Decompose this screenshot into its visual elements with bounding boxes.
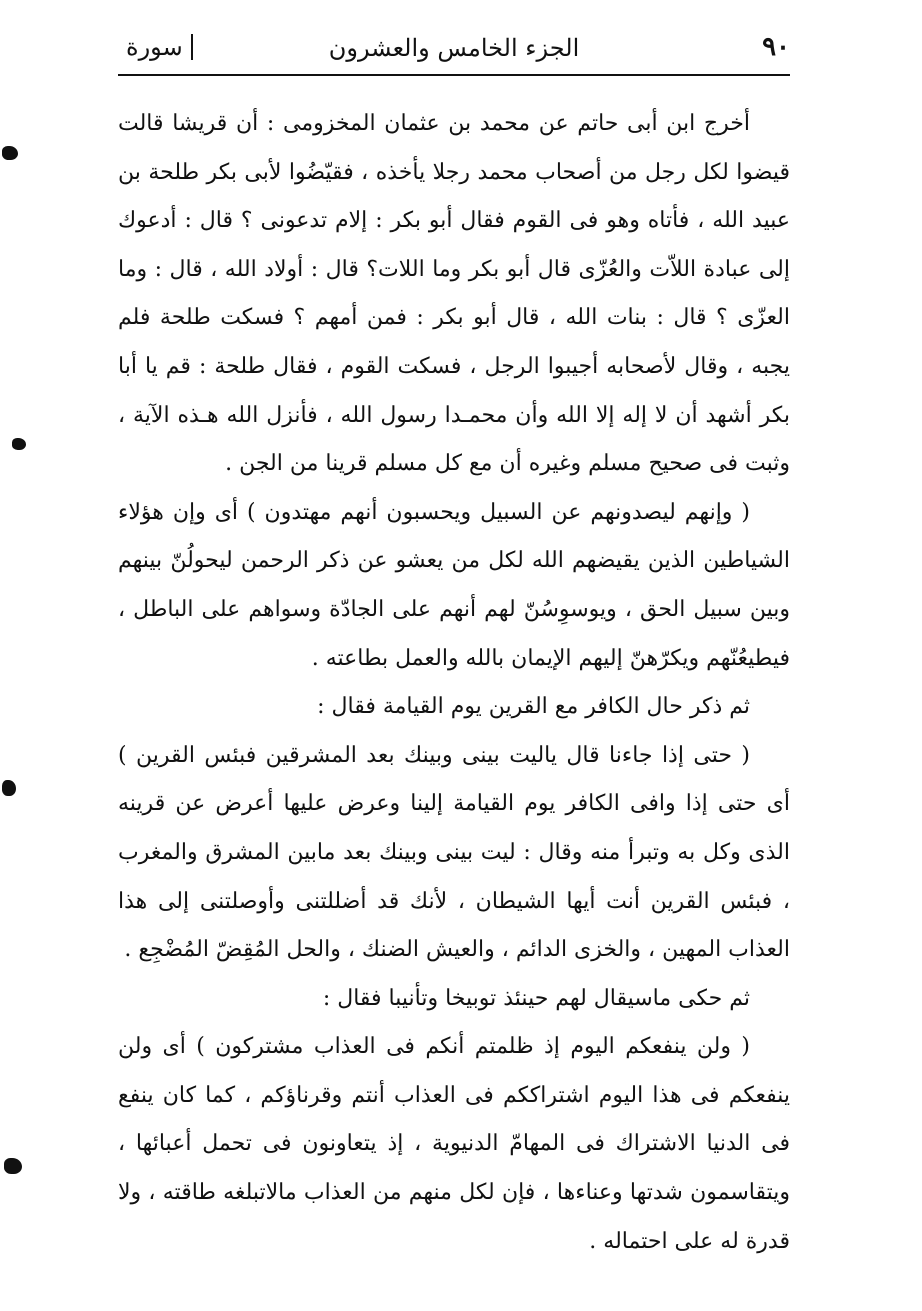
surah-label: سورة xyxy=(118,34,193,60)
paragraph-hadith-quraysh: أخرج ابن أبى حاتم عن محمد بن عثمان المخزومى : أن قريشا قالت قيضوا لكل رجل من أصحاب محمد رجلا يأخذه ، فقيّضُوا لأبى بكر طلحة بن عبيد الله ، فأتاه وهو فى القوم فقال أبو بكر : إلام تدعونى ؟ قال : أدعوك إلى عبادة اللاّت والعُزّى قال أبو بكر وما اللات؟ قال : أولاد الله ، قال : وما العزّى ؟ قال : بنات الله ، قال أبو بكر : فمن أمهم ؟ فسكت طلحة فلم يجبه ، وقال لأصحابه أجيبوا الرجل ، فسكت القوم ، فقال طلحة : قم يا أبا بكر أشهد أن لا إله إلا الله وأن محمـدا رسول الله ، فأنزل الله هـذه الآية ، وثبت فى صحيح مسلم وغيره أن مع كل مسلم قرينا من الجن . xyxy=(118,111,790,477)
paragraph-verse-37: ( وإنهم ليصدونهم عن السبيل ويحسبون أنهم مهتدون ) أى وإن هؤلاء الشياطين الذين يقيضهم الله لكل من يعشو عن ذكر الرحمن ليحولُنّ بينهم وبين سبيل الحق ، ويوسوِسُنّ لهم أنهم على الجادّة وسواهم على الباطل ، فيطيعُنّهم ويكرّهنّ إليهم الإيمان بالله والعمل بطاعته . xyxy=(118,499,790,671)
scan-speck xyxy=(4,1158,22,1174)
body-text xyxy=(118,100,790,1266)
paragraph-verse-38: ( حتى إذا جاءنا قال ياليت بينى وبينك بعد المشرقين فبئس القرين ) أى حتى إذا وافى الكافر يوم القيامة إلينا وعرض عليها أعرض عن قرينه الذى وكل به وتبرأ منه وقال : ليت بينى وبينك بعد مابين المشرق والمغرب ، فبئس القرين أنت أيها الشيطان ، لأنك قد أضللتنى وأوصلتنى إلى هذا العذاب المهين ، والخزى الدائم ، والعيش الضنك ، والحل المُقِضّ المُضْجِع . xyxy=(118,742,790,963)
scan-speck xyxy=(2,146,18,160)
paragraph-transition-2: ثم حكى ماسيقال لهم حينئذ توبيخا وتأنيبا فقال : xyxy=(322,985,750,1011)
paragraph-verse-39: ( ولن ينفعكم اليوم إذ ظلمتم أنكم فى العذاب مشتركون ) أى ولن ينفعكم فى هذا اليوم اشتراككم فى العذاب أنتم وقرناؤكم ، كما كان ينفع فى الدنيا الاشتراك فى المهامّ الدنيوية ، إذ يتعاونون فى تحمل أعبائها ، ويتقاسمون شدتها وعناءها ، فإن لكل منهم من العذاب مالاتبلغه طاقته ، ولا قدرة له على احتماله . xyxy=(118,1034,790,1254)
running-title: الجزء الخامس والعشرون xyxy=(328,34,580,62)
header-rule xyxy=(118,74,790,76)
page-number: ٩٠ xyxy=(762,32,790,62)
paragraph-transition-1: ثم ذكر حال الكافر مع القرين يوم القيامة فقال : xyxy=(317,694,750,720)
scan-speck xyxy=(2,780,16,796)
running-header xyxy=(118,28,790,74)
scan-speck xyxy=(12,438,26,450)
